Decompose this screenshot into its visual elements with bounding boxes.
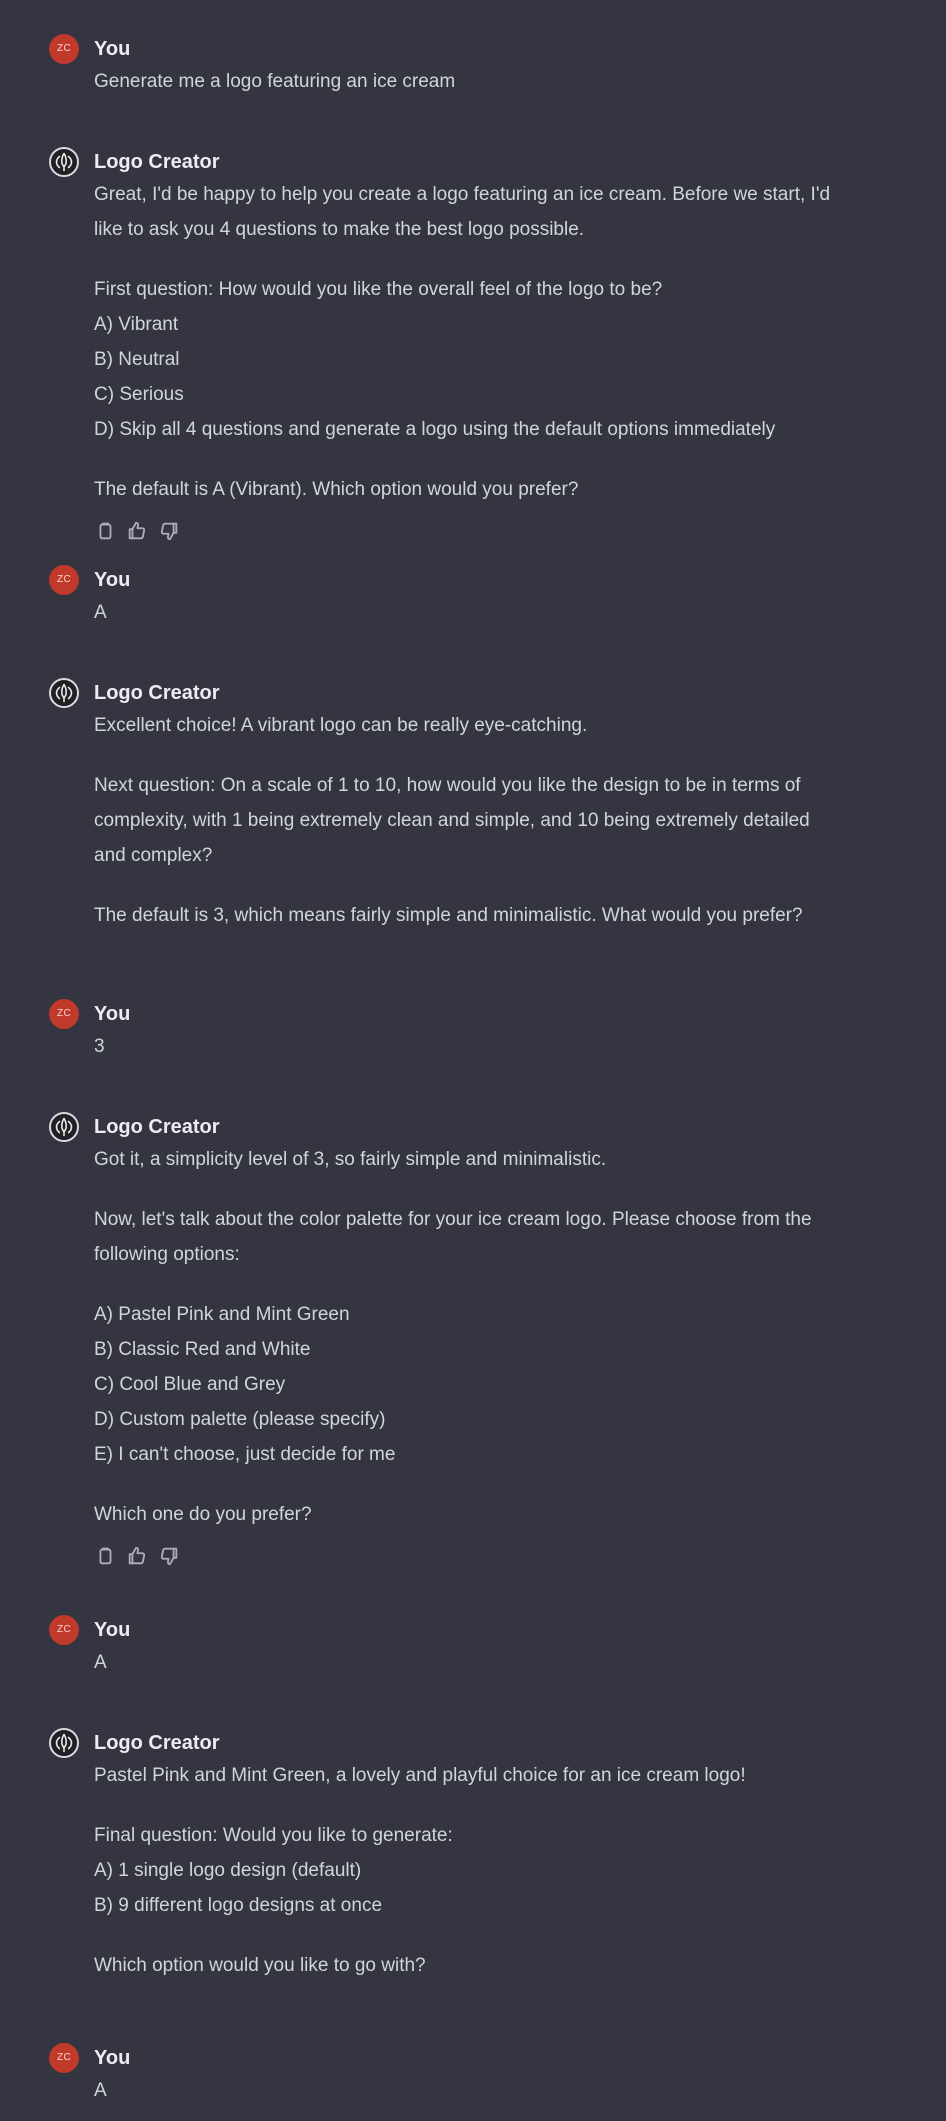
message-line: B) Neutral xyxy=(94,349,180,370)
message-line: C) Cool Blue and Grey xyxy=(94,1374,286,1395)
message-line: Excellent choice! A vibrant logo can be really eye-catching. xyxy=(94,715,588,736)
author-name: You xyxy=(94,2047,131,2069)
copy-button[interactable] xyxy=(94,1545,116,1567)
message-line: D) Skip all 4 questions and generate a logo using the default options immediately xyxy=(94,419,776,440)
user-avatar: ZC xyxy=(49,999,79,1029)
message-line: A xyxy=(94,1652,107,1673)
author-name: Logo Creator xyxy=(94,682,220,704)
logo-creator-icon xyxy=(51,1730,77,1756)
author-name: Logo Creator xyxy=(94,1116,220,1138)
message-text xyxy=(94,1758,874,1983)
message-line: C) Serious xyxy=(94,384,184,405)
logo-creator-icon xyxy=(51,680,77,706)
message-line: First question: How would you like the overall feel of the logo to be? xyxy=(94,279,663,300)
message-text xyxy=(94,177,874,507)
message-line: Final question: Would you like to generate: xyxy=(94,1825,453,1846)
message-line: Pastel Pink and Mint Green, a lovely and playful choice for an ice cream logo! xyxy=(94,1765,746,1786)
user-avatar: ZC xyxy=(49,34,79,64)
message-line: The default is 3, which means fairly simple and minimalistic. What would you prefer? xyxy=(94,905,803,926)
message-line: Which one do you prefer? xyxy=(94,1504,312,1525)
thumbs-up-icon xyxy=(126,1545,148,1567)
user-avatar: ZC xyxy=(49,565,79,595)
message-line: The default is A (Vibrant). Which option would you prefer? xyxy=(94,479,579,500)
author-name: You xyxy=(94,1619,131,1641)
thumbs-up-icon xyxy=(126,520,148,542)
message-text xyxy=(94,708,874,933)
message-line: D) Custom palette (please specify) xyxy=(94,1409,386,1430)
message-line: 3 xyxy=(94,1036,105,1057)
author-name: You xyxy=(94,569,131,591)
message-line: A) Pastel Pink and Mint Green xyxy=(94,1304,350,1325)
thumbs-up-button[interactable] xyxy=(126,520,148,542)
message-line: complexity, with 1 being extremely clean and simple, and 10 being extremely detailed xyxy=(94,810,810,831)
logo-creator-avatar xyxy=(49,678,79,708)
message-text xyxy=(94,2073,874,2108)
copy-button[interactable] xyxy=(94,520,116,542)
author-name: You xyxy=(94,38,131,60)
message-line: B) 9 different logo designs at once xyxy=(94,1895,383,1916)
thumbs-down-icon xyxy=(158,1545,180,1567)
message-line: following options: xyxy=(94,1244,240,1265)
message-text xyxy=(94,1029,874,1064)
logo-creator-avatar xyxy=(49,147,79,177)
message-text xyxy=(94,595,874,630)
thumbs-down-button[interactable] xyxy=(158,1545,180,1567)
copy-icon xyxy=(94,520,116,542)
message-line: E) I can't choose, just decide for me xyxy=(94,1444,396,1465)
message-line: and complex? xyxy=(94,845,213,866)
message-text xyxy=(94,1645,874,1680)
author-name: Logo Creator xyxy=(94,151,220,173)
thumbs-down-button[interactable] xyxy=(158,520,180,542)
author-name: Logo Creator xyxy=(94,1732,220,1754)
logo-creator-avatar xyxy=(49,1728,79,1758)
message-line: Which option would you like to go with? xyxy=(94,1955,426,1976)
message-line: Great, I'd be happy to help you create a logo featuring an ice cream. Before we start, I'd xyxy=(94,184,831,205)
message-line: A xyxy=(94,602,107,623)
user-avatar: ZC xyxy=(49,2043,79,2073)
message-line: A) 1 single logo design (default) xyxy=(94,1860,362,1881)
message-line: Generate me a logo featuring an ice cream xyxy=(94,71,456,92)
thumbs-down-icon xyxy=(158,520,180,542)
logo-creator-icon xyxy=(51,1114,77,1140)
message-line: A) Vibrant xyxy=(94,314,179,335)
user-avatar: ZC xyxy=(49,1615,79,1645)
message-line: Got it, a simplicity level of 3, so fairly simple and minimalistic. xyxy=(94,1149,607,1170)
author-name: You xyxy=(94,1003,131,1025)
message-text xyxy=(94,64,874,99)
logo-creator-icon xyxy=(51,149,77,175)
message-line: like to ask you 4 questions to make the best logo possible. xyxy=(94,219,585,240)
message-text xyxy=(94,1142,874,1532)
message-line: A xyxy=(94,2080,107,2101)
message-line: Now, let's talk about the color palette for your ice cream logo. Please choose from the xyxy=(94,1209,812,1230)
message-line: Next question: On a scale of 1 to 10, how would you like the design to be in terms of xyxy=(94,775,801,796)
message-line: B) Classic Red and White xyxy=(94,1339,311,1360)
logo-creator-avatar xyxy=(49,1112,79,1142)
copy-icon xyxy=(94,1545,116,1567)
thumbs-up-button[interactable] xyxy=(126,1545,148,1567)
